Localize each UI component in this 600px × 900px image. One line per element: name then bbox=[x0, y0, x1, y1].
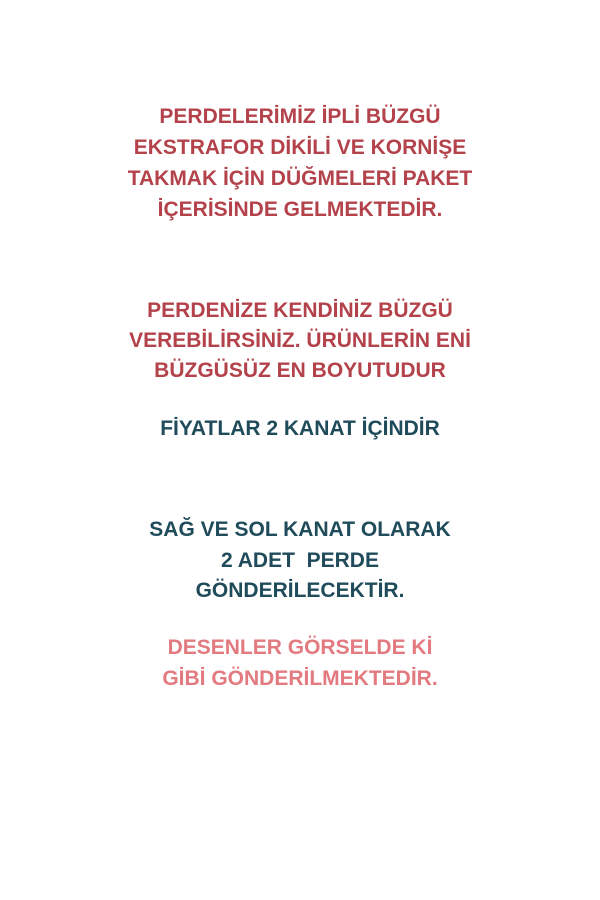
notice-line: SAĞ VE SOL KANAT OLARAK bbox=[149, 518, 451, 541]
notice-line: PERDENİZE KENDİNİZ BÜZGÜ bbox=[147, 299, 453, 322]
notice-line: DESENLER GÖRSELDE Kİ bbox=[167, 636, 433, 659]
notice-line: 2 ADET PERDE bbox=[221, 548, 379, 572]
notice-line: GÖNDERİLECEKTİR. bbox=[195, 579, 405, 602]
pattern-info-notice bbox=[0, 632, 600, 694]
notice-line: FİYATLAR 2 KANAT İÇİNDİR bbox=[160, 417, 440, 440]
notice-line: İÇERİSİNDE GELMEKTEDİR. bbox=[157, 198, 443, 221]
notice-line: EKSTRAFOR DİKİLİ VE KORNİŞE bbox=[133, 136, 467, 159]
shipping-info-notice bbox=[0, 515, 600, 607]
size-info-notice bbox=[0, 296, 600, 386]
notice-line: TAKMAK İÇİN DÜĞMELERİ PAKET bbox=[127, 167, 473, 190]
notice-line: VEREBİLİRSİNİZ. ÜRÜNLERİN ENİ bbox=[129, 329, 471, 352]
notice-line: BÜZGÜSÜZ EN BOYUTUDUR bbox=[154, 359, 446, 382]
notice-line: PERDELERİMİZ İPLİ BÜZGÜ bbox=[159, 105, 441, 128]
notice-line: GİBİ GÖNDERİLMEKTEDİR. bbox=[162, 667, 438, 690]
price-info-notice bbox=[0, 414, 600, 444]
package-contents-notice bbox=[0, 101, 600, 225]
